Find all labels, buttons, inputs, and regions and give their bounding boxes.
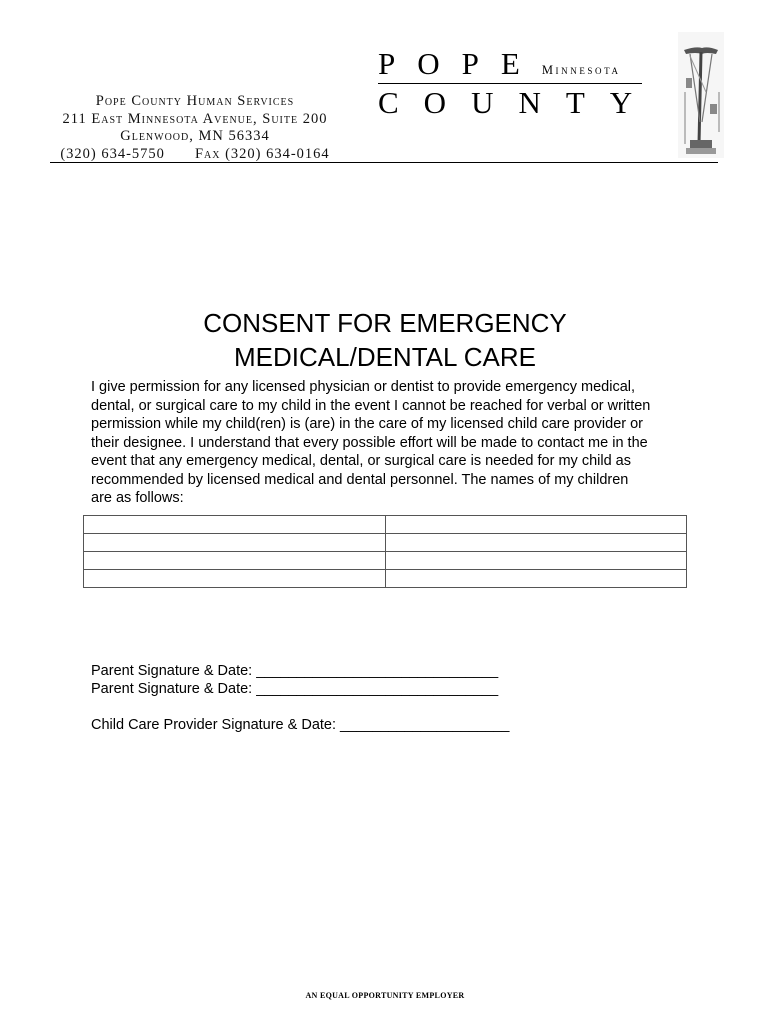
title-line-1: CONSENT FOR EMERGENCY: [203, 308, 567, 338]
letterhead-address: [50, 93, 340, 163]
statement-line: event that any emergency medical, dental, or surgical care is needed for my child as: [91, 453, 631, 469]
statement-line: are as follows:: [91, 490, 184, 506]
child-name-cell[interactable]: [385, 534, 687, 552]
child-name-cell[interactable]: [385, 552, 687, 570]
child-name-cell[interactable]: [385, 516, 687, 534]
document-title: [0, 306, 770, 374]
statement-line: permission while my child(ren) is (are) in the care of my licensed child care provider or: [91, 416, 644, 432]
fax-number: Fax (320) 634-0164: [194, 145, 330, 162]
table-row: [84, 534, 687, 552]
header-divider: [50, 162, 718, 163]
child-name-cell[interactable]: [385, 570, 687, 588]
agency-name: Pope County Human Services: [95, 93, 295, 109]
child-name-cell[interactable]: [84, 516, 386, 534]
state-name: Minnesota: [541, 63, 621, 77]
phone-number: (320) 634-5750: [60, 145, 165, 162]
title-line-2: MEDICAL/DENTAL CARE: [234, 342, 536, 372]
parent-signature-line-2[interactable]: Parent Signature & Date: ______________________________: [91, 681, 499, 697]
child-name-cell[interactable]: [84, 552, 386, 570]
statement-line: recommended by licensed medical and dental personnel. The names of my children: [91, 471, 629, 488]
statement-line: their designee. I understand that every possible effort will be made to contact me in the: [91, 434, 648, 451]
contact-line: [50, 146, 340, 164]
provider-signature-line[interactable]: Child Care Provider Signature & Date: _____________________: [91, 717, 510, 733]
table-row: [84, 516, 687, 534]
county-monument-logo: [676, 32, 726, 158]
child-name-cell[interactable]: [84, 570, 386, 588]
statement-line: dental, or surgical care to my child in the event I cannot be reached for verbal or written: [91, 397, 651, 414]
statement-line: I give permission for any licensed physician or dentist to provide emergency medical,: [91, 379, 636, 395]
table-row: [84, 552, 687, 570]
consent-statement: [91, 378, 691, 508]
county-word-pope: POPE: [378, 46, 542, 81]
county-word-county: COUNTY: [378, 85, 658, 120]
table-row: [84, 570, 687, 588]
wordmark-rule: [378, 83, 642, 84]
equal-opportunity-footer: AN EQUAL OPPORTUNITY EMPLOYER: [305, 991, 465, 1000]
parent-signature-line-1[interactable]: Parent Signature & Date: ______________________________: [91, 663, 499, 679]
signature-section: [91, 662, 509, 734]
children-names-table: [83, 515, 687, 588]
county-wordmark: [378, 46, 658, 120]
city-state-zip: Glenwood, MN 56334: [120, 128, 270, 144]
street-address: 211 East Minnesota Avenue, Suite 200: [62, 110, 328, 127]
child-name-cell[interactable]: [84, 534, 386, 552]
